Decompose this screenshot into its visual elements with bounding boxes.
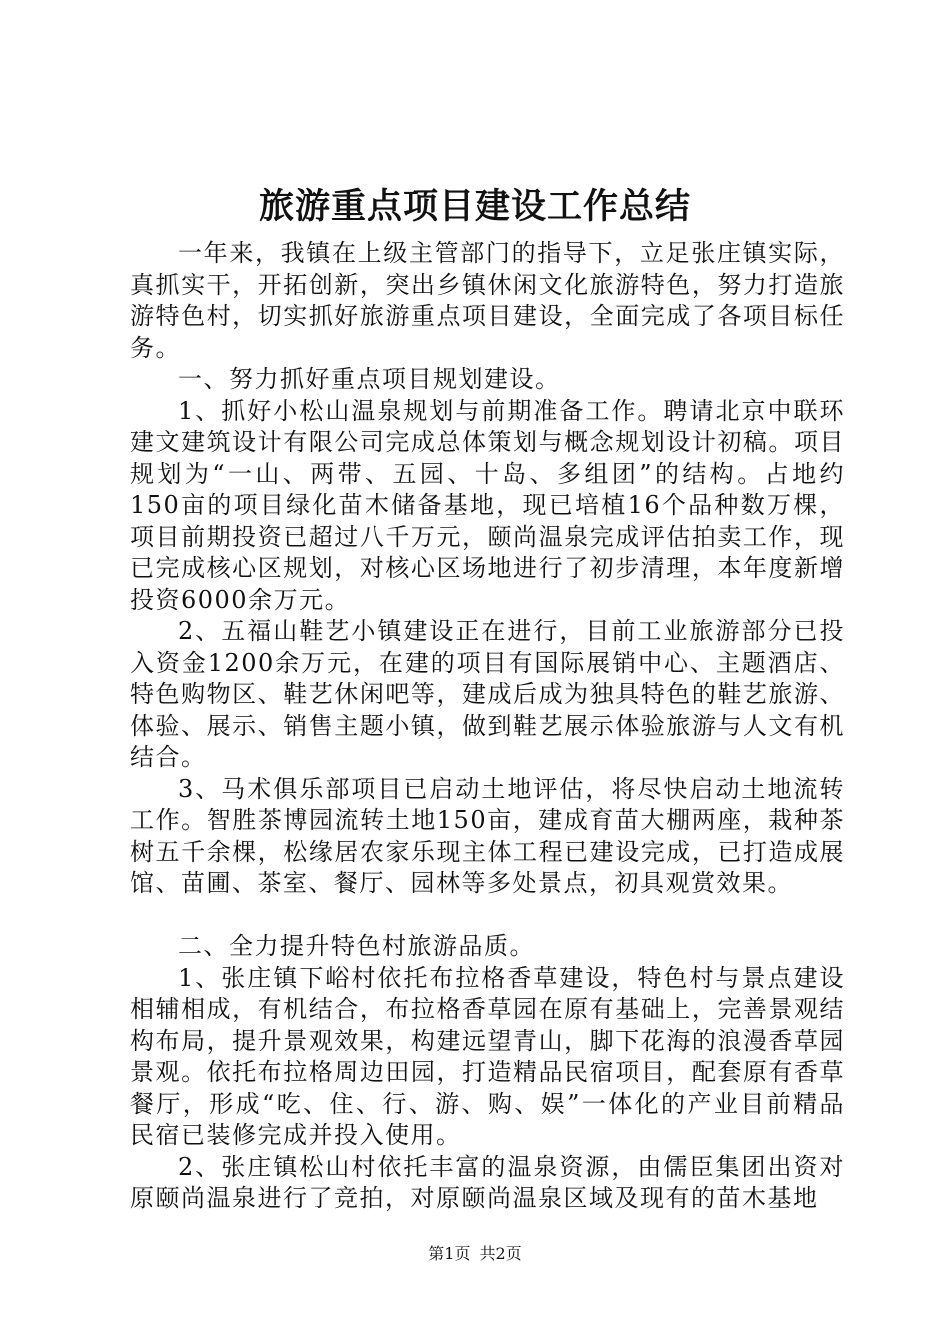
section-heading-1: 一、努力抓好重点项目规划建设。 <box>178 365 561 393</box>
paragraph-2-1: 1、张庄镇下峪村依托布拉格香草建设，特色村与景点建设相辅相成，有机结合，布拉格香草园在原有基础上，完善景观结构布局，提升景观效果，构建远望青山，脚下花海的浪漫香草园景观。依托布拉格周边田园，打造精品民宿项目，配套原有香草餐厅，形成“吃、住、行、游、购、娱”一体化的产业目前精品民宿已装修完成并投入使用。 <box>130 963 845 1149</box>
paragraph-intro: 一年来，我镇在上级主管部门的指导下，立足张庄镇实际，真抓实干，开拓创新，突出乡镇休闲文化旅游特色，努力打造旅游特色村，切实抓好旅游重点项目建设，全面完成了各项目标任务。 <box>130 239 845 362</box>
paragraph-1-3: 3、马术俱乐部项目已启动土地评估，将尽快启动土地流转工作。智胜茶博园流转土地150亩，建成育苗大棚两座，栽种茶树五千余棵，松缘居农家乐现主体工程已建设完成，已打造成展馆、苗圃、茶室、餐厅、园林等多处景点，初具观赏效果。 <box>130 774 845 897</box>
document-body <box>130 238 845 1215</box>
paragraph-spacer <box>130 900 845 932</box>
paragraph-2-2: 2、张庄镇松山村依托丰富的温泉资源，由儒臣集团出资对原颐尚温泉进行了竞拍，对原颐尚温泉区域及现有的苗木基地 <box>130 1152 845 1212</box>
document-title: 旅游重点项目建设工作总结 <box>258 186 691 227</box>
page-number: 第1页 <box>428 1244 471 1263</box>
section-heading-2: 二、全力提升特色村旅游品质。 <box>178 932 535 960</box>
page-footer <box>0 1243 950 1265</box>
paragraph-1-1: 1、抓好小松山温泉规划与前期准备工作。聘请北京中联环建文建筑设计有限公司完成总体策划与概念规划设计初稿。项目规划为“一山、两带、五园、十岛、多组团”的结构。占地约150亩的项目绿化苗木储备基地，现已培植16个品种数万棵，项目前期投资已超过八千万元，颐尚温泉完成评估拍卖工作，现已完成核心区规划，对核心区场地进行了初步清理，本年度新增投资6000余万元。 <box>130 396 845 614</box>
paragraph-1-2: 2、五福山鞋艺小镇建设正在进行，目前工业旅游部分已投入资金1200余万元，在建的项目有国际展销中心、主题酒店、特色购物区、鞋艺休闲吧等，建成后成为独具特色的鞋艺旅游、体验、展示、销售主题小镇，做到鞋艺展示体验旅游与人文有机结合。 <box>130 617 845 771</box>
page-total: 共2页 <box>479 1244 522 1263</box>
